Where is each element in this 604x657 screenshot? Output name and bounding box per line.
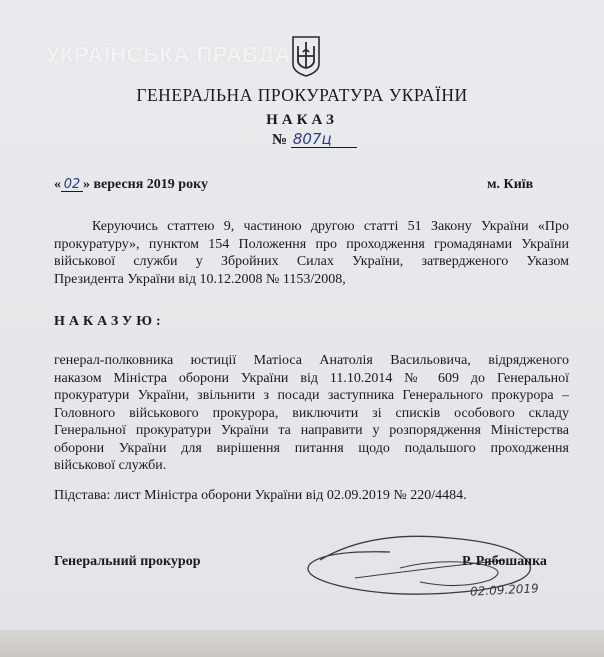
order-date: « 02 » вересня 2019 року xyxy=(54,177,208,192)
handwritten-sign-date: 02.09.2019 xyxy=(469,581,540,599)
trident-icon xyxy=(290,34,322,78)
basis-line: Підстава: лист Міністра оборони України від 02.09.2019 № 220/4484. xyxy=(54,488,467,503)
order-body-line: Генеральної прокуратури України та направити у розпорядження Міністерства xyxy=(54,423,569,438)
order-body-paragraph xyxy=(54,352,569,475)
preamble-line: військової служби у Збройних Силах України, затвердженого Указом xyxy=(54,254,569,269)
order-body-line: наказом Міністра оборони України від 11.10.2014 № 609 до Генеральної xyxy=(54,370,569,386)
order-body-line: Головного військового прокурора, виключити зі списків особового складу xyxy=(54,405,569,421)
number-sign: № xyxy=(272,132,288,148)
handwritten-order-number: 807ц xyxy=(291,132,357,148)
preamble-line: Президента України від 10.12.2008 № 1153/2008, xyxy=(54,271,346,287)
signature xyxy=(280,520,580,630)
handwritten-day: 02 xyxy=(61,178,83,192)
table-surface xyxy=(0,630,604,657)
organization-title: ГЕНЕРАЛЬНА ПРОКУРАТУРА УКРАЇНИ xyxy=(136,85,468,105)
preamble-paragraph xyxy=(54,218,569,288)
order-body-line: генерал-полковника юстиції Матіоса Анатолія Васильовича, відрядженого xyxy=(54,353,569,368)
preamble-line: прокуратуру», пунктом 154 Положення про проходження громадянами України xyxy=(54,236,569,252)
city: м. Київ xyxy=(487,177,534,192)
order-body-line: військової служби. xyxy=(54,458,167,473)
preamble-line: Керуючись статтею 9, частиною другою статті 51 Закону України «Про xyxy=(92,219,569,234)
signer-title: Генеральний прокурор xyxy=(54,554,201,569)
order-heading: НАКАЗУЮ: xyxy=(54,314,165,329)
order-body-line: прокуратури України, звільнити з посади заступника Генерального прокурора – xyxy=(54,388,569,403)
document-type: НАКАЗ xyxy=(266,112,338,128)
signer-name: Р. Рябошапка xyxy=(462,554,547,569)
order-number xyxy=(272,132,357,149)
order-body-line: оборони України для вирішення питання щодо подальшого проходження xyxy=(54,440,569,456)
date-month-year: вересня 2019 року xyxy=(93,177,208,192)
watermark: УКРАЇНСЬКА ПРАВДА xyxy=(46,42,291,67)
